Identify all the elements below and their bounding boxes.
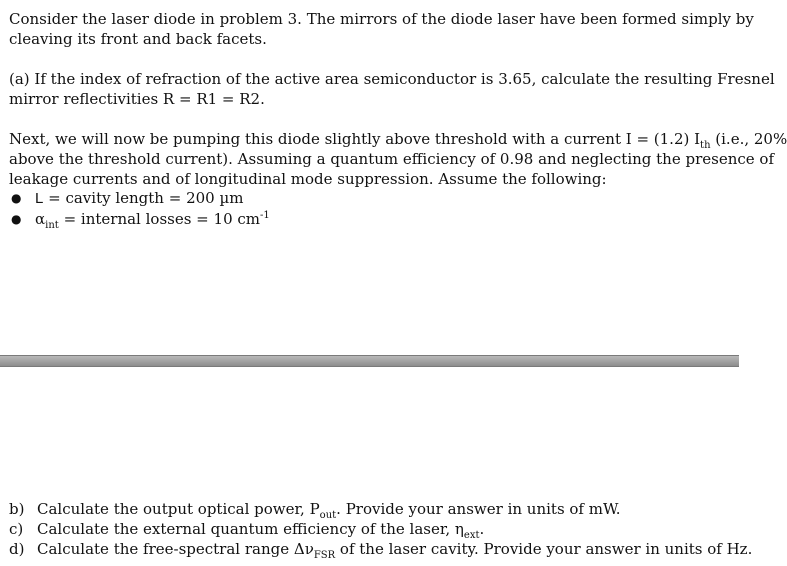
part-a-line-2: mirror reflectivities R = R1 = R2. <box>9 90 265 108</box>
bullet-text: = cavity length = 200 µm <box>43 189 244 207</box>
next-line-1-pre: Next, we will now be pumping this diode slightly above threshold with a current I = (1.2) I <box>9 130 701 148</box>
question-text: Calculate the output optical power, P <box>37 500 320 518</box>
question-text-end: . Provide your answer in units of mW. <box>336 500 621 518</box>
list-item <box>9 188 709 209</box>
list-item <box>9 209 709 230</box>
intro-line-1: Consider the laser diode in problem 3. The mirrors of the diode laser have been formed simply by <box>9 10 754 28</box>
assumption-list <box>9 188 709 230</box>
next-line-2: above the threshold current). Assuming a quantum efficiency of 0.98 and neglecting the presence of <box>9 150 774 168</box>
question-text-end: . <box>479 520 485 538</box>
part-a-line-1: (a) If the index of refraction of the active area semiconductor is 3.65, calculate the resulting Fresnel <box>9 70 775 88</box>
threshold-subscript: th <box>700 140 711 151</box>
question-list <box>9 499 753 561</box>
question-text-end: of the laser cavity. Provide your answer in units of Hz. <box>335 540 753 558</box>
question-b <box>9 499 734 519</box>
question-letter: c) <box>9 520 24 538</box>
bullet-icon: ● <box>11 191 22 205</box>
question-subscript: out <box>319 510 337 521</box>
question-letter: b) <box>9 500 25 518</box>
section-divider <box>0 355 739 367</box>
next-line-1 <box>9 129 787 151</box>
bullet-icon: ● <box>11 212 22 226</box>
unit-superscript: -1 <box>260 210 270 221</box>
next-line-3: leakage currents and of longitudinal mode suppression. Assume the following: <box>9 170 607 188</box>
question-letter: d) <box>9 540 25 558</box>
bullet-symbol: α <box>35 210 46 228</box>
question-text: Calculate the free-spectral range Δν <box>37 540 314 558</box>
question-d <box>9 539 753 561</box>
bullet-symbol-subscript: int <box>45 220 59 231</box>
bullet-text: = internal losses = 10 cm <box>58 210 261 228</box>
question-subscript: ext <box>463 530 480 541</box>
part-a-paragraph <box>9 69 775 109</box>
intro-line-2: cleaving its front and back facets. <box>9 30 267 48</box>
question-subscript: FSR <box>313 550 336 561</box>
question-c <box>9 519 734 539</box>
next-line-1-post: (i.e., 20% <box>710 130 787 148</box>
intro-paragraph <box>9 9 754 49</box>
bullet-symbol: L <box>35 190 44 207</box>
question-text: Calculate the external quantum efficiency of the laser, η <box>37 520 464 538</box>
next-paragraph <box>9 129 787 189</box>
